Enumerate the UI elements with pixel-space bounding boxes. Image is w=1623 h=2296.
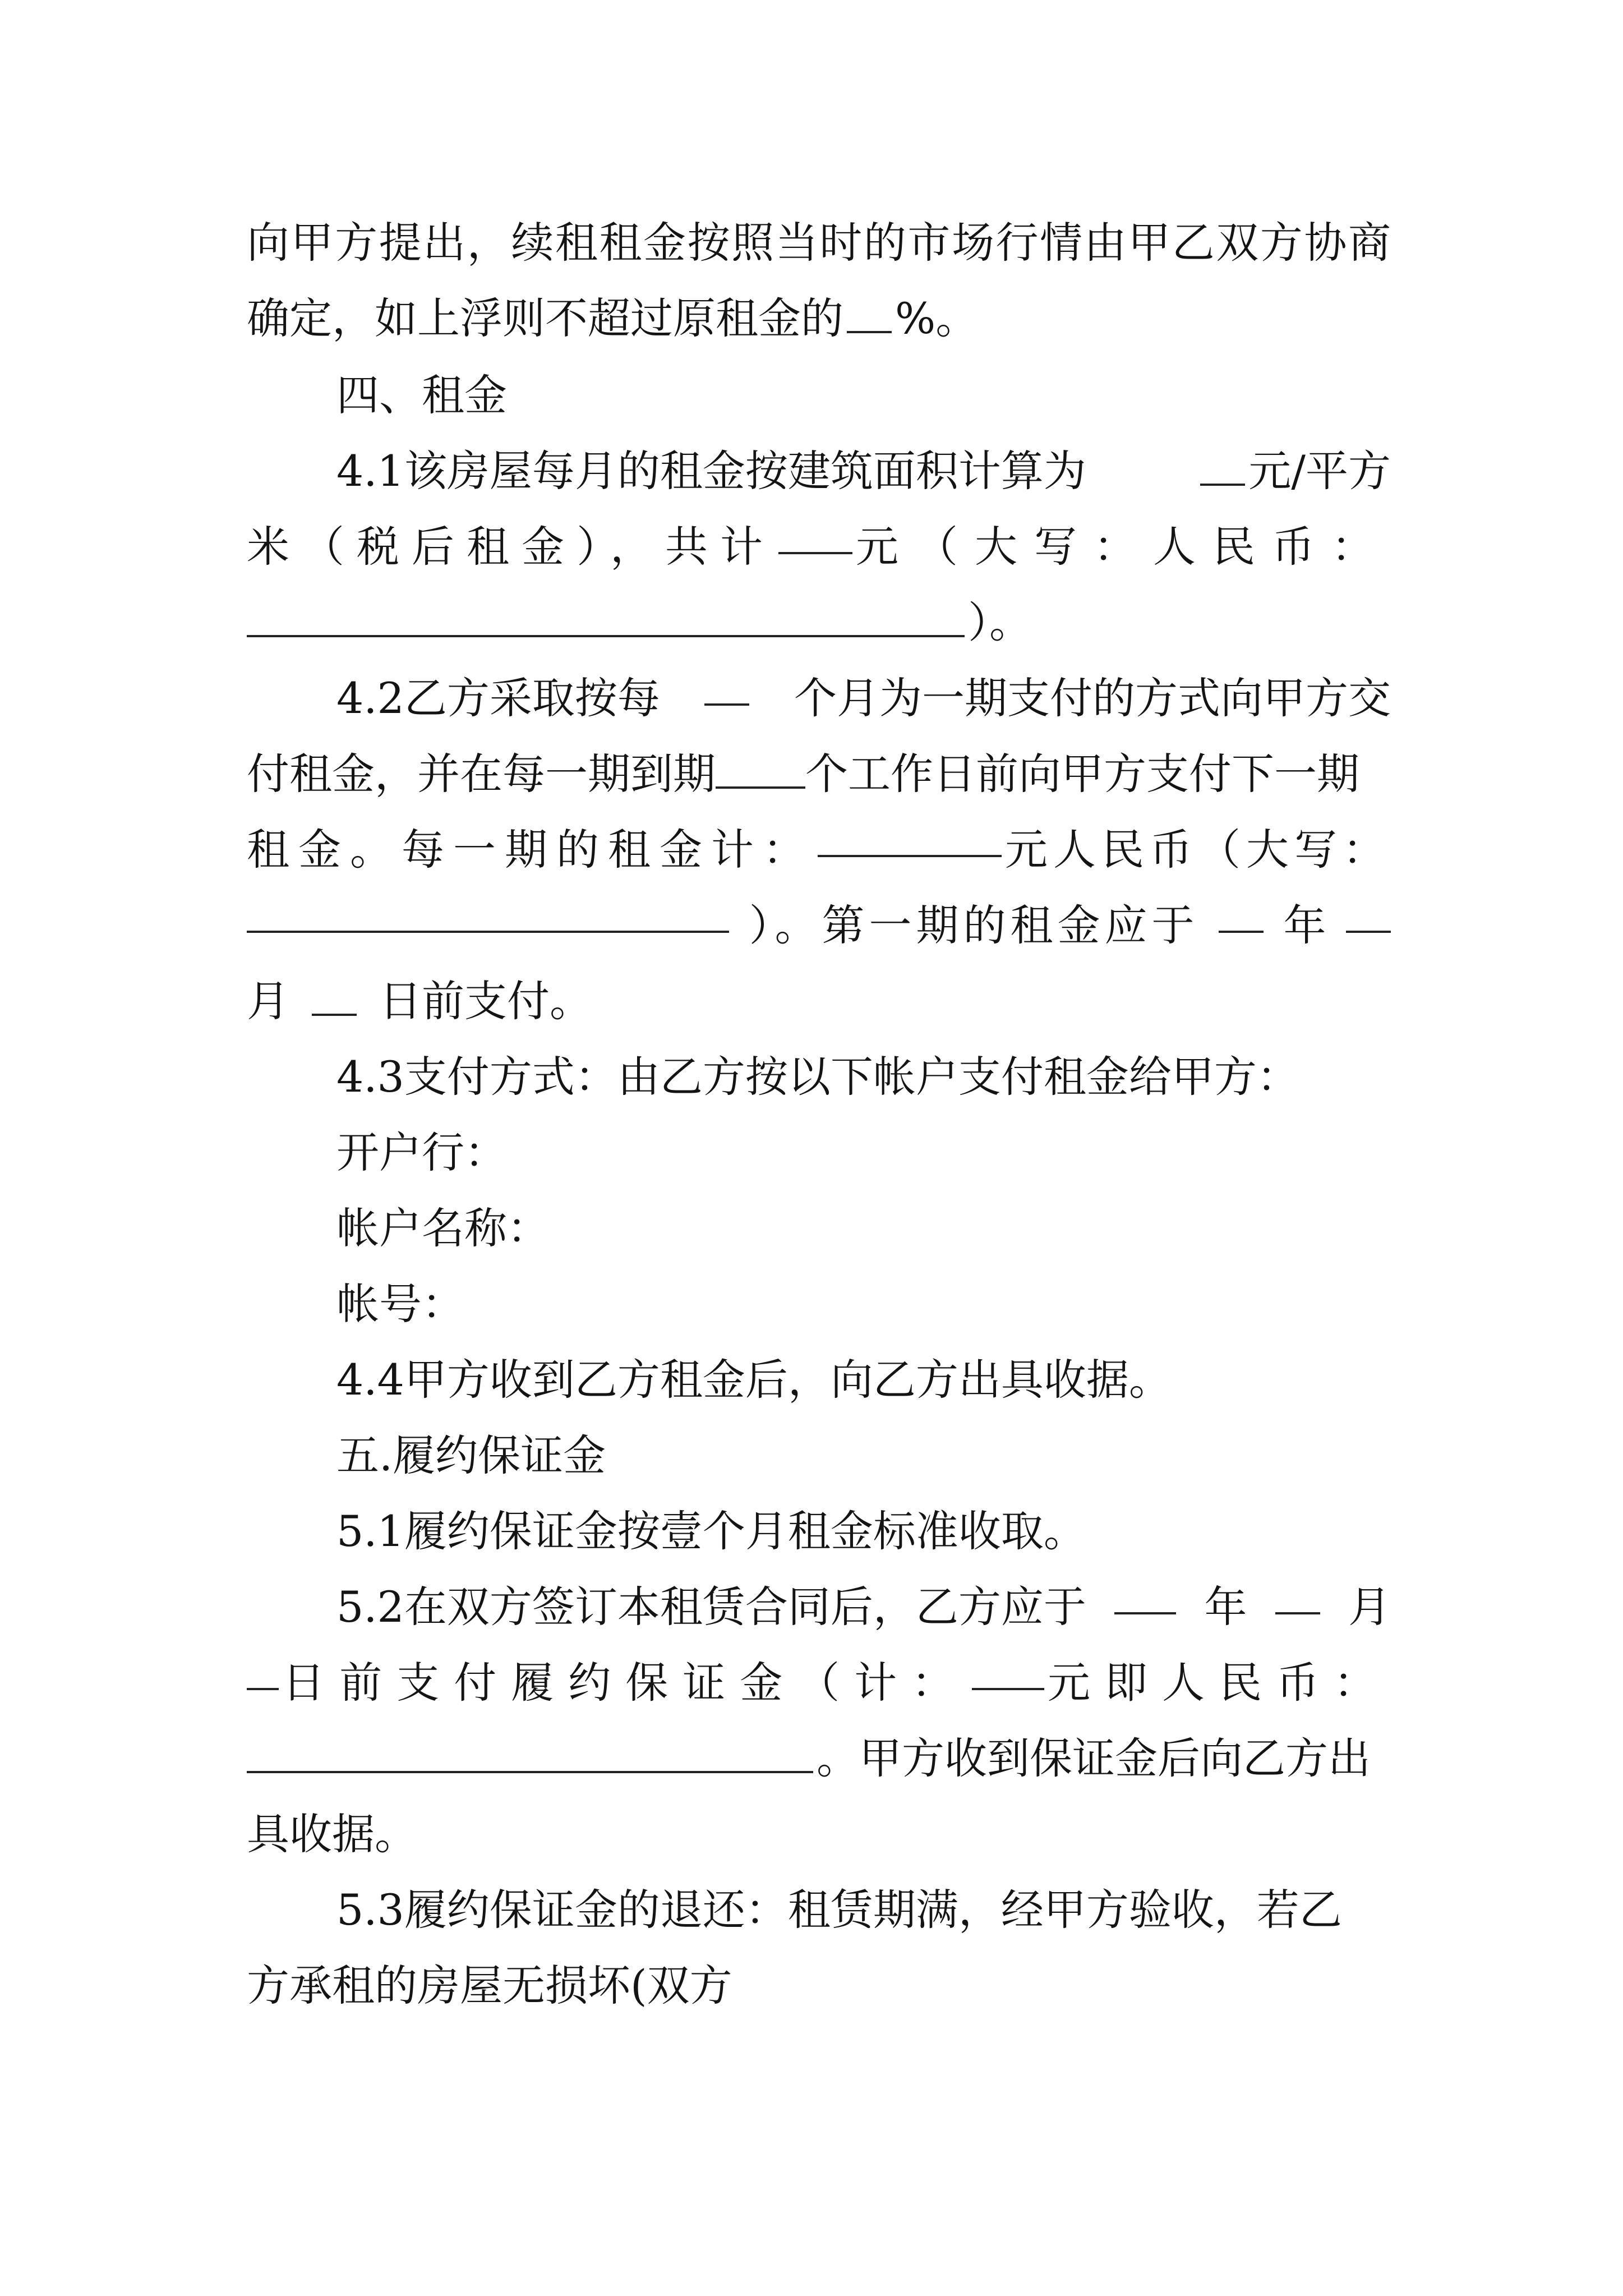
clause-line: 4.3支付方式：由乙方按以下帐户支付租金给甲方： <box>336 1052 1299 1102</box>
blank-field <box>247 895 729 933</box>
text-line: ）。第一期的租金应于 年 <box>247 895 1391 956</box>
section-heading: 五.履约保证金 <box>336 1430 606 1480</box>
section-heading: 四、租金 <box>336 370 507 420</box>
clause-line: 5.2在双方签订本租赁合同后，乙方应于 年 月 <box>336 1576 1391 1638</box>
blank-field <box>704 668 749 706</box>
text-line: ）。 <box>247 592 1391 654</box>
form-label: 帐户名称： <box>336 1203 550 1253</box>
form-label: 帐号： <box>336 1279 464 1329</box>
text-line: 方承租的房屋无损坏(双方 <box>247 1961 732 2010</box>
blank-field <box>312 978 357 1016</box>
blank-field <box>972 1652 1044 1690</box>
blank-field <box>1219 895 1264 933</box>
blank-field <box>847 295 892 333</box>
blank-field <box>247 1652 279 1690</box>
blank-field <box>1200 448 1245 486</box>
text-line: 租金。每一期的租金计： 元人民币（大写： <box>247 819 1391 881</box>
text-line: 付租金，并在每一期到期 个工作日前向甲方支付下一期 <box>247 749 1359 799</box>
blank-field <box>1275 1576 1320 1614</box>
text-line: 向甲方提出，续租租金按照当时的市场行情由甲乙双方协商 <box>247 218 1391 268</box>
clause-line: 5.1履约保证金按壹个月租金标准收取。 <box>336 1506 1086 1556</box>
blank-field <box>818 819 1002 857</box>
blank-field <box>716 751 805 789</box>
text-line: 米（税后租金），共计 元（大写：人民币： <box>247 516 1391 578</box>
clause-line: 5.3履约保证金的退还：租赁期满，经甲方验收，若乙 <box>336 1885 1342 1935</box>
blank-field <box>247 1735 813 1773</box>
text-line: 具收据。 <box>247 1809 417 1859</box>
text-line: 确定，如上浮则不超过原租金的 %。 <box>247 293 979 343</box>
clause-line: 4.4甲方收到乙方租金后，向乙方出具收据。 <box>336 1355 1172 1405</box>
text-line: 日前支付履约保证金（计： 元即人民币： <box>247 1652 1391 1714</box>
clause-line: 4.1该房屋每月的租金按建筑面积计算为 元/平方 <box>336 446 1391 496</box>
text-line: 。甲方收到保证金后向乙方出 <box>247 1728 1391 1789</box>
blank-field <box>247 599 965 637</box>
blank-field <box>778 516 852 554</box>
text-line: 月 日前支付。 <box>247 976 592 1026</box>
blank-field <box>1114 1576 1176 1614</box>
clause-line: 4.2乙方采取按每 个月为一期支付的方式向甲方交 <box>336 668 1391 729</box>
blank-field <box>1346 895 1391 933</box>
form-label: 开户行： <box>336 1128 507 1177</box>
